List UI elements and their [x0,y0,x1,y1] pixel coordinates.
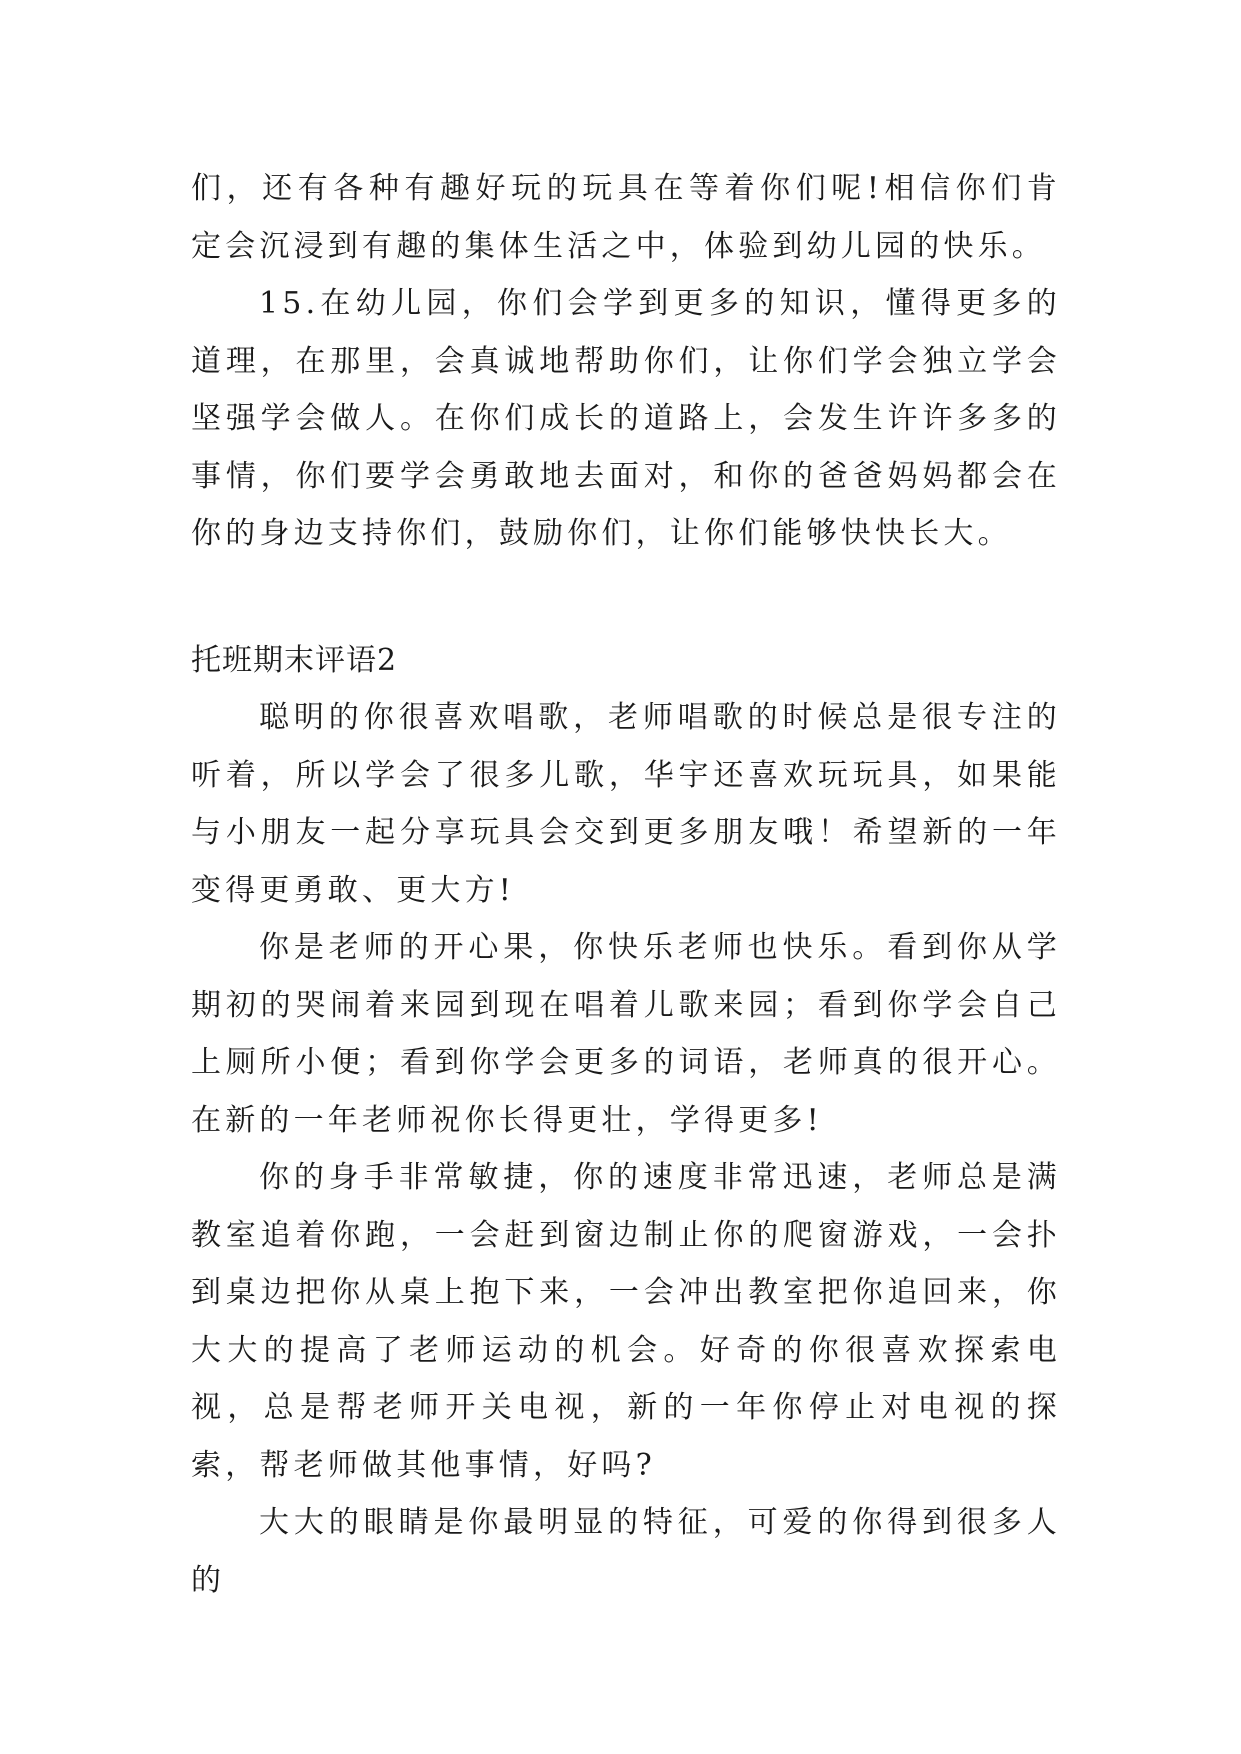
comment-paragraph-1: 聪明的你很喜欢唱歌，老师唱歌的时候总是很专注的听着，所以学会了很多儿歌，华宇还喜欢玩玩具，如果能与小朋友一起分享玩具会交到更多朋友哦！希望新的一年变得更勇敢、更大方! [191,700,1061,908]
document-body [191,160,1061,1609]
paragraph-item-15: 15.在幼儿园，你们会学到更多的知识，懂得更多的道理，在那里，会真诚地帮助你们，让你们学会独立学会坚强学会做人。在你们成长的道路上，会发生许许多多的事情，你们要学会勇敢地去面对，和你的爸爸妈妈都会在你的身边支持你们，鼓励你们，让你们能够快快长大。 [191,286,1061,551]
comment-paragraph-4: 大大的眼睛是你最明显的特征，可爱的你得到很多人的 [191,1505,1061,1598]
comment-paragraph-2: 你是老师的开心果，你快乐老师也快乐。看到你从学期初的哭闹着来园到现在唱着儿歌来园；看到你学会自己上厕所小便；看到你学会更多的词语，老师真的很开心。在新的一年老师祝你长得更壮，学得更多! [191,930,1061,1138]
section-heading: 托班期末评语2 [191,642,398,678]
paragraph-continued: 们，还有各种有趣好玩的玩具在等着你们呢!相信你们肯定会沉浸到有趣的集体生活之中，体验到幼儿园的快乐。 [191,171,1061,264]
comment-paragraph-3: 你的身手非常敏捷，你的速度非常迅速，老师总是满教室追着你跑，一会赶到窗边制止你的爬窗游戏，一会扑到桌边把你从桌上抱下来，一会冲出教室把你追回来，你大大的提高了老师运动的机会。好奇的你很喜欢探索电视，总是帮老师开关电视，新的一年你停止对电视的探索，帮老师做其他事情，好吗? [191,1160,1061,1483]
